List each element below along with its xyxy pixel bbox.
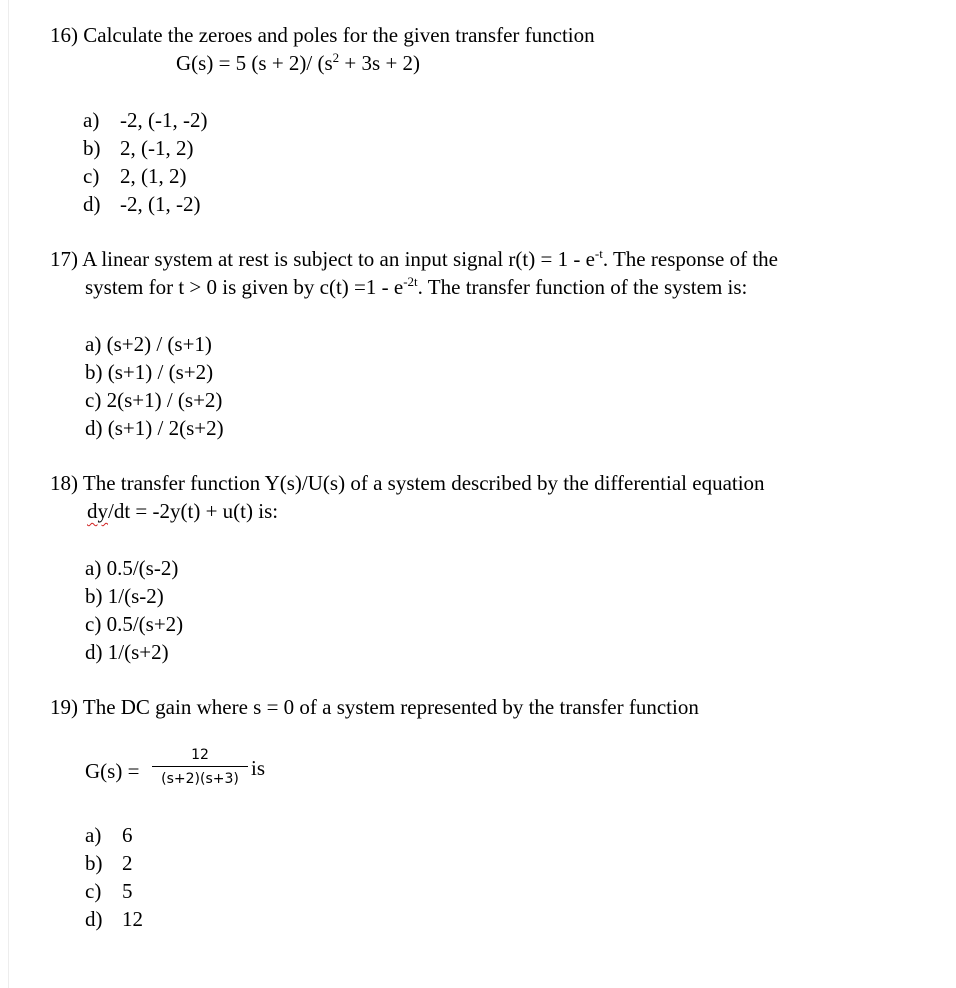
option-text: -2, (1, -2) [120, 192, 201, 216]
q19-suffix: is [251, 756, 266, 780]
q18-line-1: 18) The transfer function Y(s)/U(s) of a system described by the differential equation [50, 471, 765, 495]
option-text: (s+1) / 2(s+2) [107, 416, 224, 440]
q16-formula [176, 49, 420, 77]
q18-line-2-rest: /dt = -2y(t) + u(t) is: [108, 499, 279, 523]
q17-option-d [85, 414, 224, 442]
option-label: c) [83, 164, 100, 188]
q17-line-1-sup: -t [594, 246, 603, 261]
option-text: 0.5/(s-2) [106, 556, 179, 580]
option-label: a) [85, 556, 102, 580]
q19-option-d [85, 905, 143, 933]
q16-formula-sup: 2 [332, 50, 340, 65]
q19-option-b [85, 849, 133, 877]
option-label: c) [85, 388, 102, 412]
option-text: (s+1) / (s+2) [107, 360, 214, 384]
option-label: c) [85, 879, 102, 903]
q16-option-d [83, 190, 200, 218]
q17-line-2-sup: -2t [403, 274, 418, 289]
q18-misspelled-word: dy [87, 499, 108, 523]
option-label: d) [85, 640, 103, 664]
option-text: 2 [122, 851, 133, 875]
option-text: 2, (-1, 2) [120, 136, 194, 160]
q16-title: 16) Calculate the zeroes and poles for the given transfer function [50, 23, 595, 47]
option-label: b) [83, 136, 101, 160]
page-edge [8, 0, 9, 988]
q17-line-2-post: . The transfer function of the system is: [417, 275, 748, 299]
q19-gs-label: G(s) = [85, 759, 140, 783]
q17-option-b [85, 358, 213, 386]
q17-option-c [85, 386, 222, 414]
q17-line-2-pre: system for t > 0 is given by c(t) =1 - e [85, 275, 404, 299]
option-text: 12 [122, 907, 143, 931]
option-text: 1/(s-2) [107, 584, 164, 608]
option-label: b) [85, 584, 103, 608]
q18-option-b [85, 582, 164, 610]
option-label: c) [85, 612, 102, 636]
option-label: a) [83, 108, 100, 132]
option-label: d) [85, 907, 103, 931]
option-text: (s+2) / (s+1) [106, 332, 212, 356]
option-text: 0.5/(s+2) [106, 612, 184, 636]
q18-line-2 [87, 497, 278, 525]
q17-line-1-post: . The response of the [602, 247, 779, 271]
fraction-bar [152, 766, 248, 767]
option-text: 2, (1, 2) [120, 164, 187, 188]
option-text: 5 [122, 879, 133, 903]
q17-line-1-pre: 17) A linear system at rest is subject to an input signal r(t) = 1 - e [50, 247, 595, 271]
q17-line-1 [50, 245, 778, 273]
fraction-denominator: (s+2)(s+3) [161, 771, 239, 787]
option-label: a) [85, 823, 102, 847]
option-text: -2, (-1, -2) [120, 108, 208, 132]
option-text: 1/(s+2) [107, 640, 169, 664]
option-text: 6 [122, 823, 133, 847]
q19-option-c [85, 877, 133, 905]
q16-formula-post: + 3s + 2) [339, 51, 421, 75]
q17-line-2 [85, 273, 747, 301]
q16-option-b [83, 134, 193, 162]
option-label: a) [85, 332, 102, 356]
q16-formula-pre: G(s) = 5 (s + 2)/ (s [176, 51, 333, 75]
q19-fraction [152, 746, 248, 788]
q18-option-d [85, 638, 169, 666]
q16-option-a [83, 106, 207, 134]
q19-title: 19) The DC gain where s = 0 of a system represented by the transfer function [50, 695, 699, 719]
q17-option-a [85, 330, 212, 358]
q19-option-a [85, 821, 133, 849]
fraction-numerator: 12 [191, 747, 209, 763]
option-label: d) [85, 416, 103, 440]
q18-option-c [85, 610, 183, 638]
q16-option-c [83, 162, 187, 190]
option-label: b) [85, 360, 103, 384]
q18-option-a [85, 554, 178, 582]
option-label: b) [85, 851, 103, 875]
option-label: d) [83, 192, 101, 216]
option-text: 2(s+1) / (s+2) [106, 388, 223, 412]
